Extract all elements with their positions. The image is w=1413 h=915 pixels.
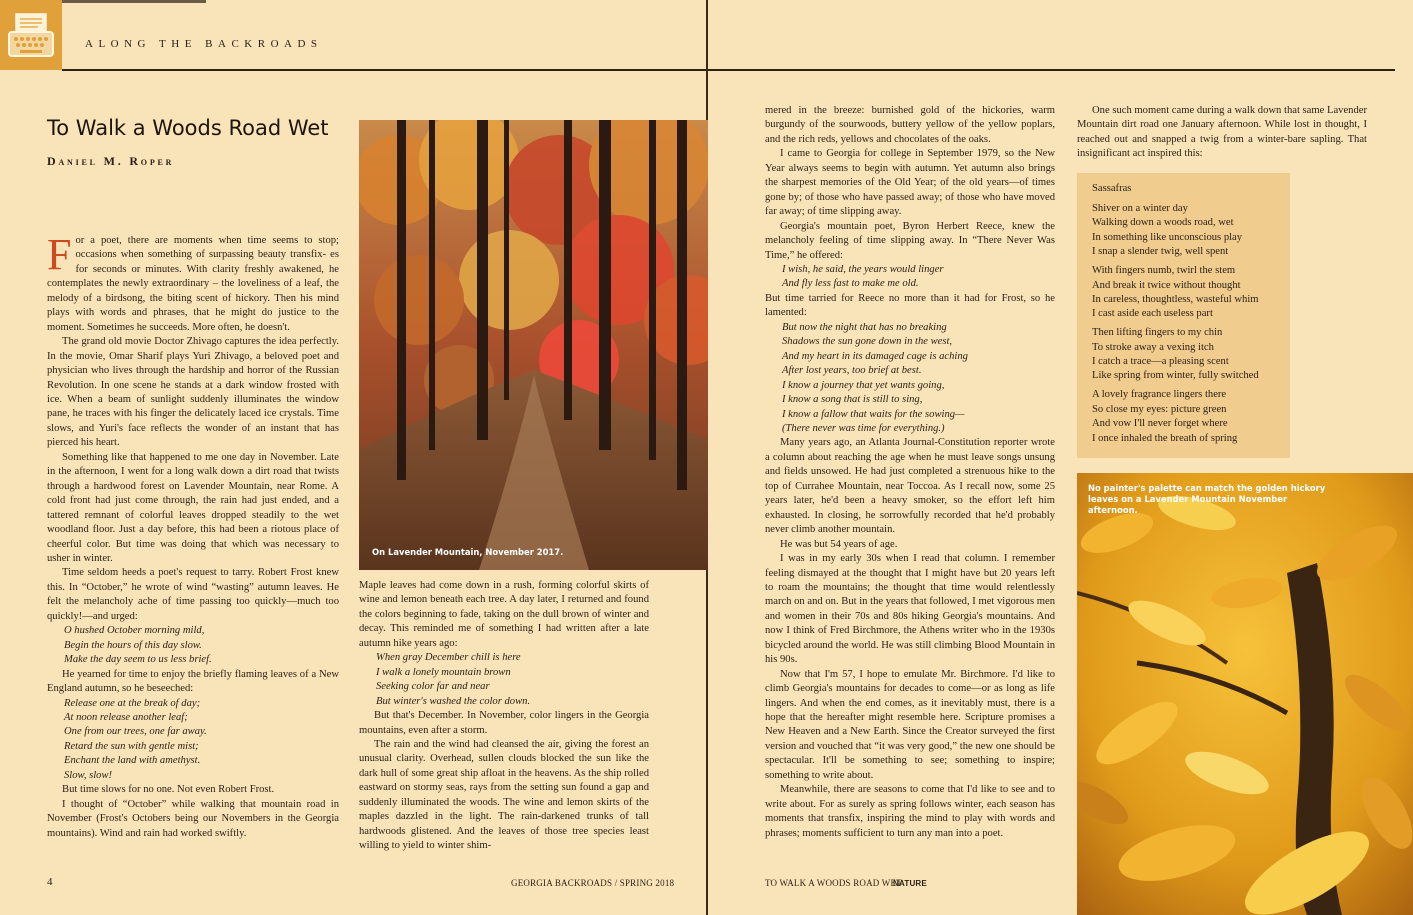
photo-caption: No painter's palette can match the golden hickory leaves on a Lavender Mountain November afternoon. [1088, 483, 1326, 515]
column-1 [47, 230, 340, 841]
paragraph: I was in my early 30s when I read that column. I remember feeling dismayed at the thought that I might have but 20 years left to roam the mountains; the thought that time would relentlessly march on and on. But in the years that followed, I met vigorous men and women in their 70s and 80s hiking Georgia's mountains. And now I think of Fred Birchmore, the Athens writer who in the 1930s bicycled around the world. He was still climbing Blood Mountain in his 90s. [765, 553, 1055, 666]
verse-line: O hushed October morning mild, [64, 625, 205, 637]
verse-line: (There never was time for everything.) [782, 422, 945, 434]
verse-line: Make the day seem to us less brief. [64, 654, 212, 666]
poem-line: With fingers numb, twirl the stem [1092, 265, 1236, 277]
typewriter-icon [6, 8, 56, 62]
verse-line: At noon release another leaf; [64, 711, 188, 723]
page-number: 4 [47, 876, 53, 888]
verse-line: Slow, slow! [64, 769, 113, 781]
verse-line: When gray December chill is here [376, 652, 521, 664]
footer-article-title: TO WALK A WOODS ROAD WET [765, 878, 902, 888]
poem-line: And break it twice without thought [1092, 279, 1241, 291]
paragraph: Many years ago, an Atlanta Journal-Constitution reporter wrote a column about reaching the age when he must leave songs unsung and fields unsowed. He had just completed a strenuous hike to the top of Currahee Mountain, near Toccoa. As I recall now, some 25 years later, he'd been a heavy smoker, so the effort left him exhausted. In closing, he sorrowfully recorded that he'd probably never climb another mountain. [765, 437, 1055, 536]
section-header: ALONG THE BACKROADS [85, 38, 323, 50]
paragraph: Meanwhile, there are seasons to come that I'd like to see and to write about. For as surely as spring follows winter, each season has moments that transfix, inspiring the mind to play with words and phrases; moments sufficient to turn any man into a poet. [765, 784, 1055, 839]
verse-line: I know a fallow that waits for the sowing— [782, 408, 965, 420]
paragraph: The rain and the wind had cleansed the air, giving the forest an unusual clarity. Overhead, sullen clouds blocked the sun like the dark hull of some great ship afloat in the heavens. As the ship rolled eastward on stormy seas, rays from the setting sun found a gap and suddenly illuminated the woods. The wine and lemon skirts of the maples dazzled in the light. The rain-darkened trunks of tall hardwoods glistened. And the leaves of those tree species least willing to yield to winter shim- [359, 738, 649, 852]
paragraph: But time tarried for Reece no more than it had for Frost, so he lamented: [765, 292, 1055, 319]
verse-line: But now the night that has no breaking [782, 321, 947, 333]
paragraph: Now that I'm 57, I hope to emulate Mr. Birchmore. I'd like to climb Georgia's mountains for decades to come—or as long as life lingers. And when the end comes, as it inevitably must, there is a hope that the hereafter might resemble here. Scripture promises a New Heaven and a New Earth. Since the Creator surveyed the first version and vouched that “it was very good,” the new one should be spectacular. It'll be something to see; something to inspire; something to write about. [765, 668, 1055, 781]
paragraph: Something like that happened to me one day in November. Late in the afternoon, I went for a long walk down a dirt road that twists through a hardwood forest on Lavender Mountain, near Rome. A cold front had just come through, the rain had just ended, and a tattered remnant of colorful leaves dropped steadily to the wet woodland floor. Just a day before, this had been a riotous place of cheerful color. But time was doing that which was necessary to usher in winter. [47, 451, 339, 564]
paragraph: But time slows for no one. Not even Robert Frost. [62, 784, 275, 796]
column-4 [1077, 104, 1367, 162]
verse-line: One from our trees, one far away. [64, 726, 207, 738]
poem-line: In careless, thoughtless, wasteful whim [1092, 293, 1259, 305]
poem-lines [1092, 202, 1259, 446]
header-rule-right [708, 69, 1395, 71]
poem-sidebar [1077, 173, 1290, 458]
paragraph: But that's December. In November, color lingers in the Georgia mountains, even after a storm. [359, 710, 649, 736]
drop-cap: F [47, 230, 72, 279]
poem-line: Shiver on a winter day [1092, 203, 1188, 214]
poem-line: Then lifting fingers to my chin [1092, 327, 1223, 339]
poem-line: I snap a slender twig, well spent [1092, 246, 1229, 258]
golden-hickory-photo [1077, 473, 1413, 915]
poem-line: Like spring from winter, fully switched [1092, 370, 1259, 382]
poem-title: Sassafras [1092, 183, 1132, 194]
paragraph: Time seldom heeds a poet's request to tarry. Robert Frost knew this. In “October,” he wrote of wind “wasting” autumn leaves. He felt the melancholy ache of time passing too quickly—much too quickly!—and urged: [47, 567, 339, 622]
article-byline: Daniel M. Roper [47, 154, 175, 168]
paragraph: I came to Georgia for college in September 1979, so the New Year always seems to begin with autumn. Yet autumn also brings the sharpest memories of the Old Year; of the old years—of times gone by; of those who have passed away; of those who have moved far away; of time slipping away. [765, 148, 1055, 218]
golden-leaves-image [1077, 473, 1413, 915]
poem-line: And vow I'll never forget where [1092, 418, 1228, 430]
poem-line: I cast aside each useless part [1092, 308, 1213, 320]
verse-line: Seeking color far and near [376, 681, 490, 693]
verse-line: Enchant the land with amethyst. [64, 755, 201, 767]
article-title: To Walk a Woods Road Wet [47, 116, 329, 140]
autumn-forest-image [359, 120, 708, 570]
photo-caption: On Lavender Mountain, November 2017. [372, 547, 564, 557]
verse-line: Retard the sun with gentle mist; [64, 740, 199, 752]
poem-line: I catch a trace—a pleasing scent [1092, 356, 1229, 368]
verse-line: And fly less fast to make me old. [782, 278, 919, 290]
poem-line: In something like unconscious play [1092, 231, 1243, 243]
verse-line: I walk a lonely mountain brown [376, 666, 511, 678]
paragraph: He was but 54 years of age. [780, 538, 898, 550]
paragraph: The grand old movie Doctor Zhivago captures the idea perfectly. In the movie, Omar Sharif plays Yuri Zhivago, a beloved poet and physician who lives through the hardship and horror of the Russian Revolution. In one scene he stands at a dark window frosted with ice. When a beam of sunlight suddenly illuminates the window pane, he traces with his finger the delicately laced ice crystals. Time slows, and Yuri's face reflects the wonder of an instant that has pierced his heart. [47, 336, 339, 449]
poem-line: A lovely fragrance lingers there [1092, 389, 1227, 401]
header-shadow-rule [62, 0, 206, 3]
footer-publication: GEORGIA BACKROADS / SPRING 2018 [511, 878, 675, 888]
verse-line: I wish, he said, the years would linger [782, 263, 944, 275]
poem-line: I once inhaled the breath of spring [1092, 432, 1238, 444]
header-tab [0, 0, 62, 70]
header-rule-left [62, 69, 707, 71]
verse-line: I know a song that is still to sing, [782, 394, 923, 406]
verse-line: After lost years, too brief at best. [782, 365, 922, 377]
poem-line: So close my eyes: picture green [1092, 403, 1227, 415]
verse-line: Release one at the break of day; [64, 697, 201, 709]
verse-line: Begin the hours of this day slow. [64, 639, 202, 651]
column-2 [359, 579, 649, 854]
paragraph: mered in the breeze: burnished gold of the hickories, warm burgundy of the sourwoods, buttery yellow of the yellow poplars, and the rich reds, yellows and chocolates of the oaks. [765, 105, 1055, 145]
paragraph: I thought of “October” while walking that mountain road in November (Frost's Octobers being our Novembers in the Georgia mountains). Wind and rain had worked swiftly. [47, 798, 339, 839]
footer-section-tag: NATURE [893, 879, 927, 888]
poem-line: Walking down a woods road, wet [1092, 217, 1234, 229]
paragraph: One such moment came during a walk down that same Lavender Mountain dirt road one January afternoon. While lost in thought, I reached out and snapped a twig from a winter-bare sapling. That insignificant act inspired this: [1077, 105, 1367, 160]
paragraph: Georgia's mountain poet, Byron Herbert Reece, knew the melancholy feeling of time slipping away. In “There Never Was Time,” he offered: [765, 220, 1055, 261]
verse-line: I know a journey that yet wants going, [782, 379, 945, 391]
paragraph: He yearned for time to enjoy the briefly flaming leaves of a New England autumn, so he beseeched: [47, 668, 339, 695]
verse-line: And my heart in its damaged cage is aching [782, 350, 968, 362]
forest-road-photo [359, 120, 708, 570]
poem-line: To stroke away a vexing itch [1092, 341, 1214, 353]
opening-paragraph: For a poet, there are moments when time seems to stop; occasions when something of surpassing beauty transfix- es for seconds or minutes. With clarity freshly awakened, he contemplates the newly extraordinary – the loveliness of a leaf, the melody of a birdsong, the biting scent of hickory. Then his mind plays with words and phrases, that he might do justice to the moment. Sometimes he succeeds. More often, he doesn't. [47, 230, 340, 333]
verse-line: Shadows the sun gone down in the west, [782, 336, 953, 348]
paragraph: Maple leaves had come down in a rush, forming colorful skirts of wine and lemon beneath each tree. A day later, I returned and found the colors beginning to fade, taking on the dull brown of winter and decay. This reminded me of something I had written after a late autumn hike years ago: [359, 580, 649, 649]
verse-line: But winter's washed the color down. [376, 695, 531, 707]
column-3 [765, 104, 1055, 841]
